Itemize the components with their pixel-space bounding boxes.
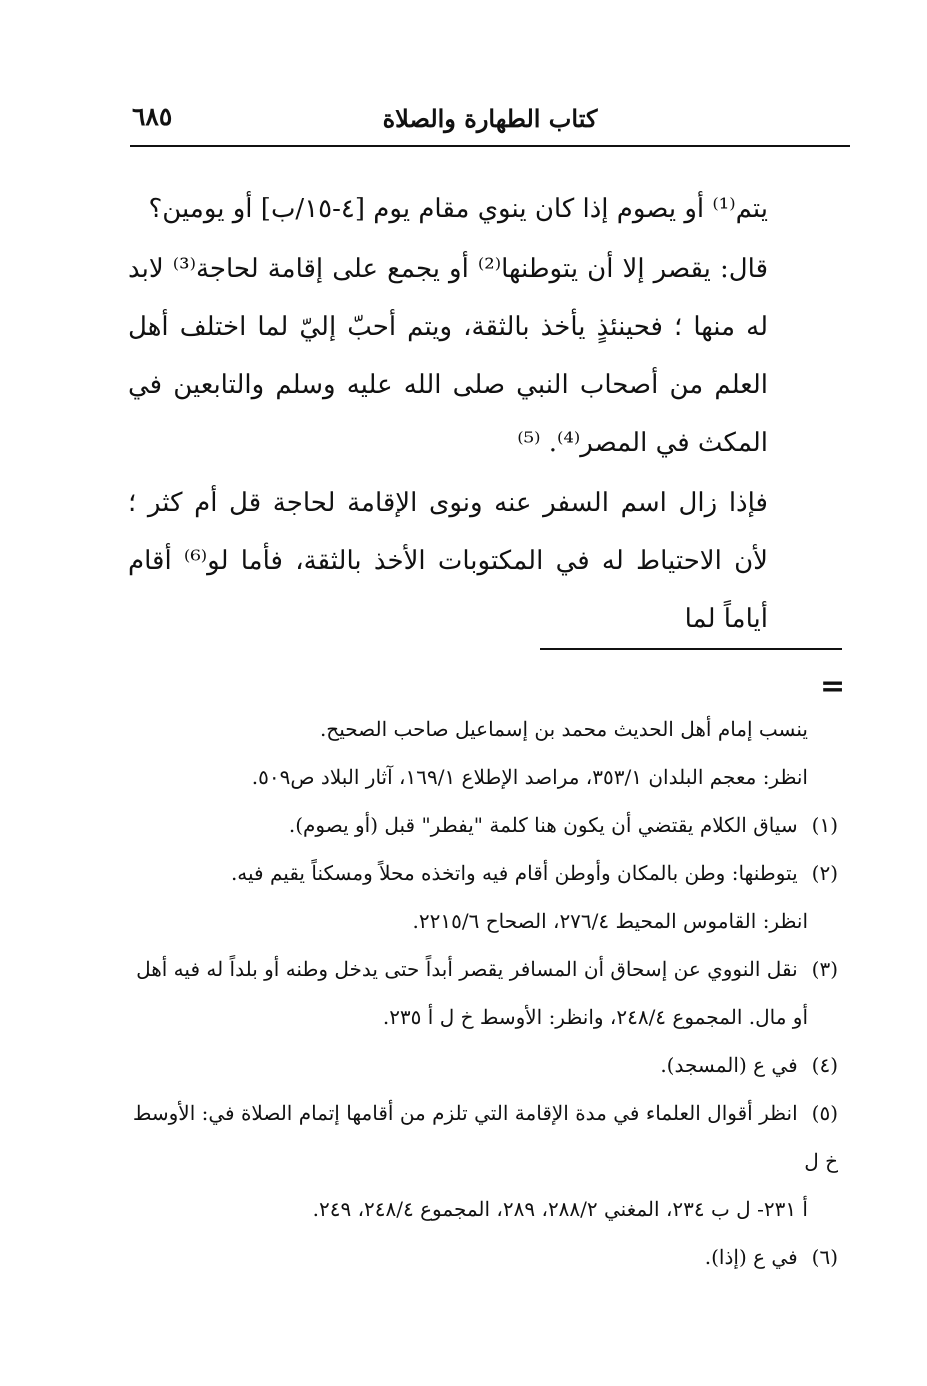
footnote-text: أ ٢٣١- ل ب ٢٣٤، المغني ٢٨٨/٢، ٢٨٩، المجموع ٢٤٨/٤، ٢٤٩.	[312, 1197, 808, 1221]
footnote-5	[128, 1089, 838, 1233]
footnote-rule	[540, 648, 842, 650]
footnote-text: يتوطنها: وطن بالمكان وأوطن أقام فيه واتخذه محلاً ومسكناً يقيم فيه.	[230, 861, 798, 885]
footnote-number: (١)	[811, 813, 838, 837]
footnote-continuation-mark: =	[820, 669, 846, 704]
footnote-number: (٤)	[811, 1053, 838, 1077]
footnote-3	[128, 945, 838, 1041]
footnotes	[128, 705, 838, 1281]
page-number: ٦٨٥	[132, 102, 173, 131]
main-text	[128, 180, 768, 648]
footnote-text: في ع (إذا).	[704, 1245, 798, 1269]
footnote-1	[128, 801, 838, 849]
footnote-text: سياق الكلام يقتضي أن يكون هنا كلمة "يفطر" قبل (أو يصوم).	[288, 813, 798, 837]
footnote-text: انظر: القاموس المحيط ٢٧٦/٤، الصحاح ٢٢١٥/٦.	[412, 909, 808, 933]
footnote-number: (٣)	[811, 957, 838, 981]
paragraph-2: قال: يقصر إلا أن يتوطنها⁽²⁾ أو يجمع على إقامة لحاجة⁽³⁾ لابد له منها ؛ فحينئذٍ يأخذ بالثقة، ويتم أحبّ إليّ لما اختلف أهل العلم من أصحاب النبي صلى الله عليه وسلم والتابعين في المكث في المصر⁽⁴⁾. ⁽⁵⁾	[128, 254, 768, 458]
paragraph-1: يتم⁽¹⁾ أو يصوم إذا كان ينوي مقام يوم [٤-١٥/ب] أو يومين؟	[148, 194, 768, 224]
footnote-text: أو مال. المجموع ٢٤٨/٤، وانظر: الأوسط خ ل أ ٢٣٥.	[382, 1005, 808, 1029]
paragraph-3: فإذا زال اسم السفر عنه ونوى الإقامة لحاجة قل أم كثر ؛ لأن الاحتياط له في المكتوبات الأخذ بالثقة، فأما لو⁽⁶⁾ أقام أياماً لما	[128, 488, 768, 634]
footnote-2	[128, 849, 838, 945]
footnote-4	[128, 1041, 838, 1089]
footnote-text: في ع (المسجد).	[660, 1053, 798, 1077]
header-rule	[130, 145, 850, 147]
footnote-text: نقل النووي عن إسحاق أن المسافر يقصر أبداً حتى يدخل وطنه أو بلداً له فيه أهل	[136, 957, 798, 981]
footnote-number: (٥)	[811, 1101, 838, 1125]
footnote-carryover-line: ينسب إمام أهل الحديث محمد بن إسماعيل صاحب الصحيح.	[319, 717, 808, 741]
footnote-carryover-line: انظر: معجم البلدان ٣٥٣/١، مراصد الإطلاع ١٦٩/١، آثار البلاد ص٥٠٩.	[251, 765, 808, 789]
footnote-number: (٢)	[811, 861, 838, 885]
page-header	[130, 96, 850, 136]
footnote-6	[128, 1233, 838, 1281]
footnote-text: انظر أقوال العلماء في مدة الإقامة التي تلزم من أقامها إتمام الصلاة في: الأوسط خ ل	[132, 1101, 838, 1173]
footnote-number: (٦)	[811, 1245, 838, 1269]
running-title: كتاب الطهارة والصلاة	[382, 104, 598, 133]
